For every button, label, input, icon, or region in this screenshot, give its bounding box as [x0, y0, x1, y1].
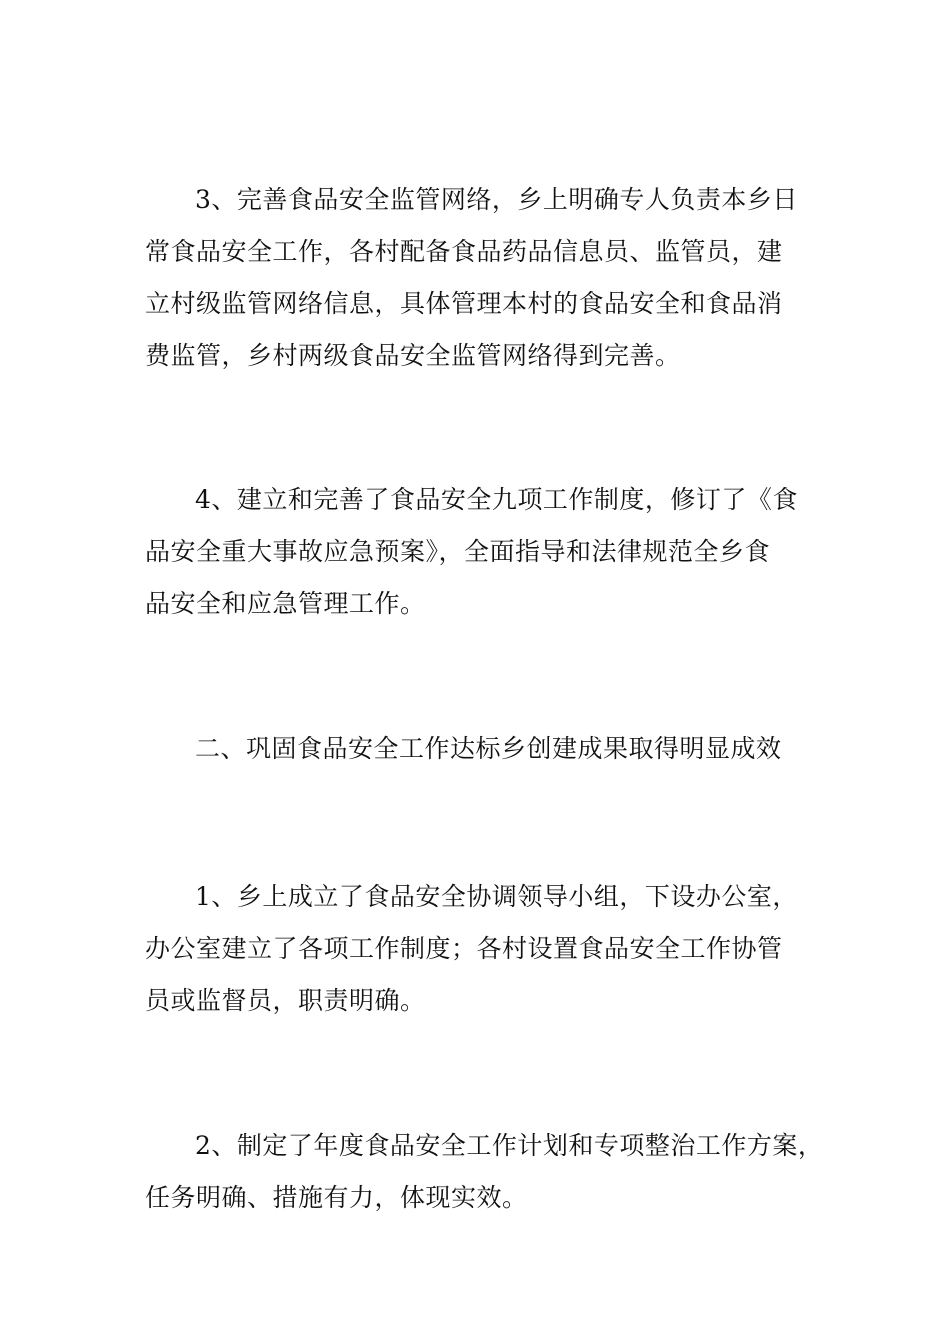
text-line: 品安全重大事故应急预案》，全面指导和法律规范全乡食: [145, 537, 771, 566]
text-line: 任务明确、措施有力，体现实效。: [145, 1183, 528, 1212]
paragraph-3-network: [145, 174, 810, 382]
paragraph-2-plan: [145, 1120, 824, 1224]
text-line: 办公室建立了各项工作制度；各村设置食品安全工作协管: [145, 934, 783, 963]
text-line: 4、建立和完善了食品安全九项工作制度，修订了《食: [195, 485, 798, 514]
text-line: 品安全和应急管理工作。: [145, 589, 426, 618]
text-line: 常食品安全工作，各村配备食品药品信息员、监管员，建: [145, 237, 783, 266]
text-line: 3、完善食品安全监管网络，乡上明确专人负责本乡日: [195, 185, 798, 214]
text-line: 2、制定了年度食品安全工作计划和专项整治工作方案，: [195, 1131, 824, 1160]
paragraph-1-leadership: [145, 871, 810, 1027]
text-line: 立村级监管网络信息，具体管理本村的食品安全和食品消: [145, 289, 783, 318]
section-heading-2: [145, 723, 810, 775]
text-line: 1、乡上成立了食品安全协调领导小组，下设办公室，: [195, 882, 798, 911]
paragraph-4-regulations: [145, 474, 810, 630]
heading-line: 二、巩固食品安全工作达标乡创建成果取得明显成效: [195, 734, 782, 763]
text-line: 员或监督员，职责明确。: [145, 986, 426, 1015]
text-line: 费监管，乡村两级食品安全监管网络得到完善。: [145, 341, 681, 370]
